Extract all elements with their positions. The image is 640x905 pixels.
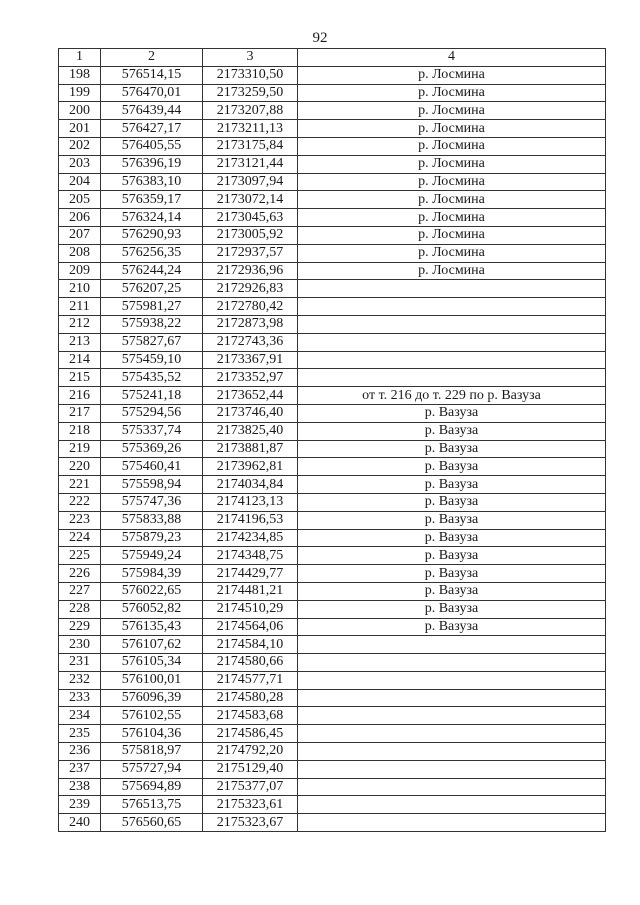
table-row [59,155,606,173]
column-header: 3 [203,49,298,67]
description-cell: р. Вазуза [298,565,606,583]
point-number-cell: 234 [59,707,101,725]
table-row [59,209,606,227]
table-row [59,422,606,440]
y-coordinate-cell: 2174034,84 [203,476,298,494]
x-coordinate-cell: 575241,18 [101,387,203,405]
point-number-cell: 208 [59,244,101,262]
description-cell [298,369,606,387]
point-number-cell: 218 [59,422,101,440]
description-cell [298,778,606,796]
description-cell: от т. 216 до т. 229 по р. Вазуза [298,387,606,405]
description-cell: р. Лосмина [298,102,606,120]
description-cell: р. Лосмина [298,84,606,102]
x-coordinate-cell: 576022,65 [101,582,203,600]
y-coordinate-cell: 2173746,40 [203,404,298,422]
y-coordinate-cell: 2174196,53 [203,511,298,529]
x-coordinate-cell: 575369,26 [101,440,203,458]
y-coordinate-cell: 2174580,28 [203,689,298,707]
point-number-cell: 229 [59,618,101,636]
y-coordinate-cell: 2173211,13 [203,120,298,138]
x-coordinate-cell: 575949,24 [101,547,203,565]
y-coordinate-cell: 2174429,77 [203,565,298,583]
x-coordinate-cell: 576439,44 [101,102,203,120]
table-row [59,458,606,476]
point-number-cell: 239 [59,796,101,814]
y-coordinate-cell: 2174792,20 [203,743,298,761]
point-number-cell: 235 [59,725,101,743]
description-cell: р. Вазуза [298,600,606,618]
y-coordinate-cell: 2172937,57 [203,244,298,262]
point-number-cell: 240 [59,814,101,832]
description-cell [298,707,606,725]
point-number-cell: 223 [59,511,101,529]
x-coordinate-cell: 576244,24 [101,262,203,280]
x-coordinate-cell: 575727,94 [101,760,203,778]
x-coordinate-cell: 575981,27 [101,298,203,316]
point-number-cell: 212 [59,315,101,333]
point-number-cell: 221 [59,476,101,494]
point-number-cell: 198 [59,66,101,84]
table-row [59,440,606,458]
y-coordinate-cell: 2174510,29 [203,600,298,618]
description-cell: р. Лосмина [298,244,606,262]
description-cell [298,636,606,654]
description-cell [298,796,606,814]
description-cell: р. Вазуза [298,458,606,476]
table-row [59,618,606,636]
y-coordinate-cell: 2172743,36 [203,333,298,351]
point-number-cell: 233 [59,689,101,707]
y-coordinate-cell: 2174586,45 [203,725,298,743]
x-coordinate-cell: 576514,15 [101,66,203,84]
y-coordinate-cell: 2173962,81 [203,458,298,476]
description-cell: р. Лосмина [298,66,606,84]
point-number-cell: 206 [59,209,101,227]
y-coordinate-cell: 2175129,40 [203,760,298,778]
coordinates-table [58,48,606,832]
description-cell: р. Лосмина [298,262,606,280]
table-row [59,707,606,725]
point-number-cell: 238 [59,778,101,796]
point-number-cell: 207 [59,226,101,244]
x-coordinate-cell: 575337,74 [101,422,203,440]
description-cell: р. Лосмина [298,173,606,191]
point-number-cell: 202 [59,137,101,155]
y-coordinate-cell: 2173005,92 [203,226,298,244]
table-row [59,315,606,333]
point-number-cell: 199 [59,84,101,102]
table-row [59,725,606,743]
y-coordinate-cell: 2173175,84 [203,137,298,155]
description-cell: р. Вазуза [298,493,606,511]
x-coordinate-cell: 576052,82 [101,600,203,618]
column-header: 2 [101,49,203,67]
table-row [59,262,606,280]
description-cell: р. Вазуза [298,440,606,458]
x-coordinate-cell: 575879,23 [101,529,203,547]
x-coordinate-cell: 576470,01 [101,84,203,102]
description-cell: р. Лосмина [298,137,606,155]
table-row [59,66,606,84]
description-cell: р. Лосмина [298,226,606,244]
table-row [59,298,606,316]
y-coordinate-cell: 2173097,94 [203,173,298,191]
x-coordinate-cell: 576513,75 [101,796,203,814]
table-row [59,173,606,191]
x-coordinate-cell: 576100,01 [101,671,203,689]
point-number-cell: 225 [59,547,101,565]
description-cell: р. Вазуза [298,618,606,636]
point-number-cell: 203 [59,155,101,173]
table-row [59,226,606,244]
y-coordinate-cell: 2173310,50 [203,66,298,84]
column-header: 1 [59,49,101,67]
y-coordinate-cell: 2174577,71 [203,671,298,689]
y-coordinate-cell: 2173207,88 [203,102,298,120]
y-coordinate-cell: 2174234,85 [203,529,298,547]
x-coordinate-cell: 575938,22 [101,315,203,333]
x-coordinate-cell: 575459,10 [101,351,203,369]
x-coordinate-cell: 575984,39 [101,565,203,583]
y-coordinate-cell: 2175323,67 [203,814,298,832]
description-cell [298,814,606,832]
description-cell: р. Лосмина [298,120,606,138]
point-number-cell: 217 [59,404,101,422]
x-coordinate-cell: 576105,34 [101,654,203,672]
description-cell [298,298,606,316]
description-cell [298,315,606,333]
y-coordinate-cell: 2174583,68 [203,707,298,725]
table-row [59,600,606,618]
point-number-cell: 220 [59,458,101,476]
x-coordinate-cell: 575598,94 [101,476,203,494]
x-coordinate-cell: 575827,67 [101,333,203,351]
y-coordinate-cell: 2173072,14 [203,191,298,209]
x-coordinate-cell: 576359,17 [101,191,203,209]
page-number: 92 [312,30,328,46]
x-coordinate-cell: 576096,39 [101,689,203,707]
table-row [59,404,606,422]
x-coordinate-cell: 576383,10 [101,173,203,191]
table-row [59,102,606,120]
table-row [59,280,606,298]
y-coordinate-cell: 2173825,40 [203,422,298,440]
x-coordinate-cell: 576290,93 [101,226,203,244]
table-row [59,796,606,814]
point-number-cell: 232 [59,671,101,689]
y-coordinate-cell: 2173259,50 [203,84,298,102]
point-number-cell: 231 [59,654,101,672]
table-row [59,333,606,351]
description-cell: р. Лосмина [298,155,606,173]
table-row [59,760,606,778]
table-row [59,84,606,102]
description-cell: р. Вазуза [298,511,606,529]
point-number-cell: 201 [59,120,101,138]
x-coordinate-cell: 576207,25 [101,280,203,298]
description-cell [298,743,606,761]
x-coordinate-cell: 576102,55 [101,707,203,725]
description-cell: р. Вазуза [298,404,606,422]
description-cell [298,689,606,707]
table-header-row [59,49,606,67]
point-number-cell: 214 [59,351,101,369]
table-row [59,814,606,832]
y-coordinate-cell: 2175323,61 [203,796,298,814]
y-coordinate-cell: 2174584,10 [203,636,298,654]
y-coordinate-cell: 2172936,96 [203,262,298,280]
table-row [59,529,606,547]
x-coordinate-cell: 576135,43 [101,618,203,636]
y-coordinate-cell: 2173045,63 [203,209,298,227]
point-number-cell: 224 [59,529,101,547]
point-number-cell: 236 [59,743,101,761]
description-cell: р. Лосмина [298,209,606,227]
description-cell: р. Лосмина [298,191,606,209]
point-number-cell: 227 [59,582,101,600]
y-coordinate-cell: 2174481,21 [203,582,298,600]
x-coordinate-cell: 575747,36 [101,493,203,511]
description-cell: р. Вазуза [298,476,606,494]
table-row [59,493,606,511]
x-coordinate-cell: 576104,36 [101,725,203,743]
description-cell [298,280,606,298]
table-row [59,191,606,209]
table-row [59,476,606,494]
table-row [59,636,606,654]
table-row [59,387,606,405]
table-row [59,671,606,689]
description-cell [298,671,606,689]
description-cell [298,725,606,743]
x-coordinate-cell: 576396,19 [101,155,203,173]
y-coordinate-cell: 2172873,98 [203,315,298,333]
x-coordinate-cell: 575435,52 [101,369,203,387]
point-number-cell: 230 [59,636,101,654]
y-coordinate-cell: 2173881,87 [203,440,298,458]
point-number-cell: 205 [59,191,101,209]
y-coordinate-cell: 2173121,44 [203,155,298,173]
description-cell: р. Вазуза [298,582,606,600]
y-coordinate-cell: 2173352,97 [203,369,298,387]
table-row [59,547,606,565]
point-number-cell: 211 [59,298,101,316]
x-coordinate-cell: 576560,65 [101,814,203,832]
y-coordinate-cell: 2174580,66 [203,654,298,672]
point-number-cell: 215 [59,369,101,387]
table-row [59,654,606,672]
point-number-cell: 228 [59,600,101,618]
table-row [59,689,606,707]
table-row [59,743,606,761]
y-coordinate-cell: 2175377,07 [203,778,298,796]
table-row [59,778,606,796]
description-cell [298,654,606,672]
description-cell [298,333,606,351]
point-number-cell: 216 [59,387,101,405]
table-row [59,565,606,583]
point-number-cell: 200 [59,102,101,120]
y-coordinate-cell: 2172926,83 [203,280,298,298]
description-cell: р. Вазуза [298,547,606,565]
point-number-cell: 204 [59,173,101,191]
table-body [59,66,606,831]
column-header: 4 [298,49,606,67]
x-coordinate-cell: 575818,97 [101,743,203,761]
x-coordinate-cell: 576405,55 [101,137,203,155]
x-coordinate-cell: 575833,88 [101,511,203,529]
point-number-cell: 210 [59,280,101,298]
x-coordinate-cell: 576427,17 [101,120,203,138]
y-coordinate-cell: 2174123,13 [203,493,298,511]
description-cell [298,760,606,778]
x-coordinate-cell: 576324,14 [101,209,203,227]
table-row [59,351,606,369]
table-row [59,137,606,155]
description-cell: р. Вазуза [298,529,606,547]
y-coordinate-cell: 2173367,91 [203,351,298,369]
x-coordinate-cell: 576256,35 [101,244,203,262]
x-coordinate-cell: 575694,89 [101,778,203,796]
table-row [59,582,606,600]
point-number-cell: 213 [59,333,101,351]
point-number-cell: 209 [59,262,101,280]
description-cell [298,351,606,369]
table-row [59,244,606,262]
description-cell: р. Вазуза [298,422,606,440]
table-row [59,511,606,529]
point-number-cell: 222 [59,493,101,511]
table-row [59,369,606,387]
point-number-cell: 226 [59,565,101,583]
y-coordinate-cell: 2174564,06 [203,618,298,636]
x-coordinate-cell: 575460,41 [101,458,203,476]
table-row [59,120,606,138]
point-number-cell: 237 [59,760,101,778]
y-coordinate-cell: 2172780,42 [203,298,298,316]
x-coordinate-cell: 575294,56 [101,404,203,422]
point-number-cell: 219 [59,440,101,458]
y-coordinate-cell: 2174348,75 [203,547,298,565]
y-coordinate-cell: 2173652,44 [203,387,298,405]
x-coordinate-cell: 576107,62 [101,636,203,654]
